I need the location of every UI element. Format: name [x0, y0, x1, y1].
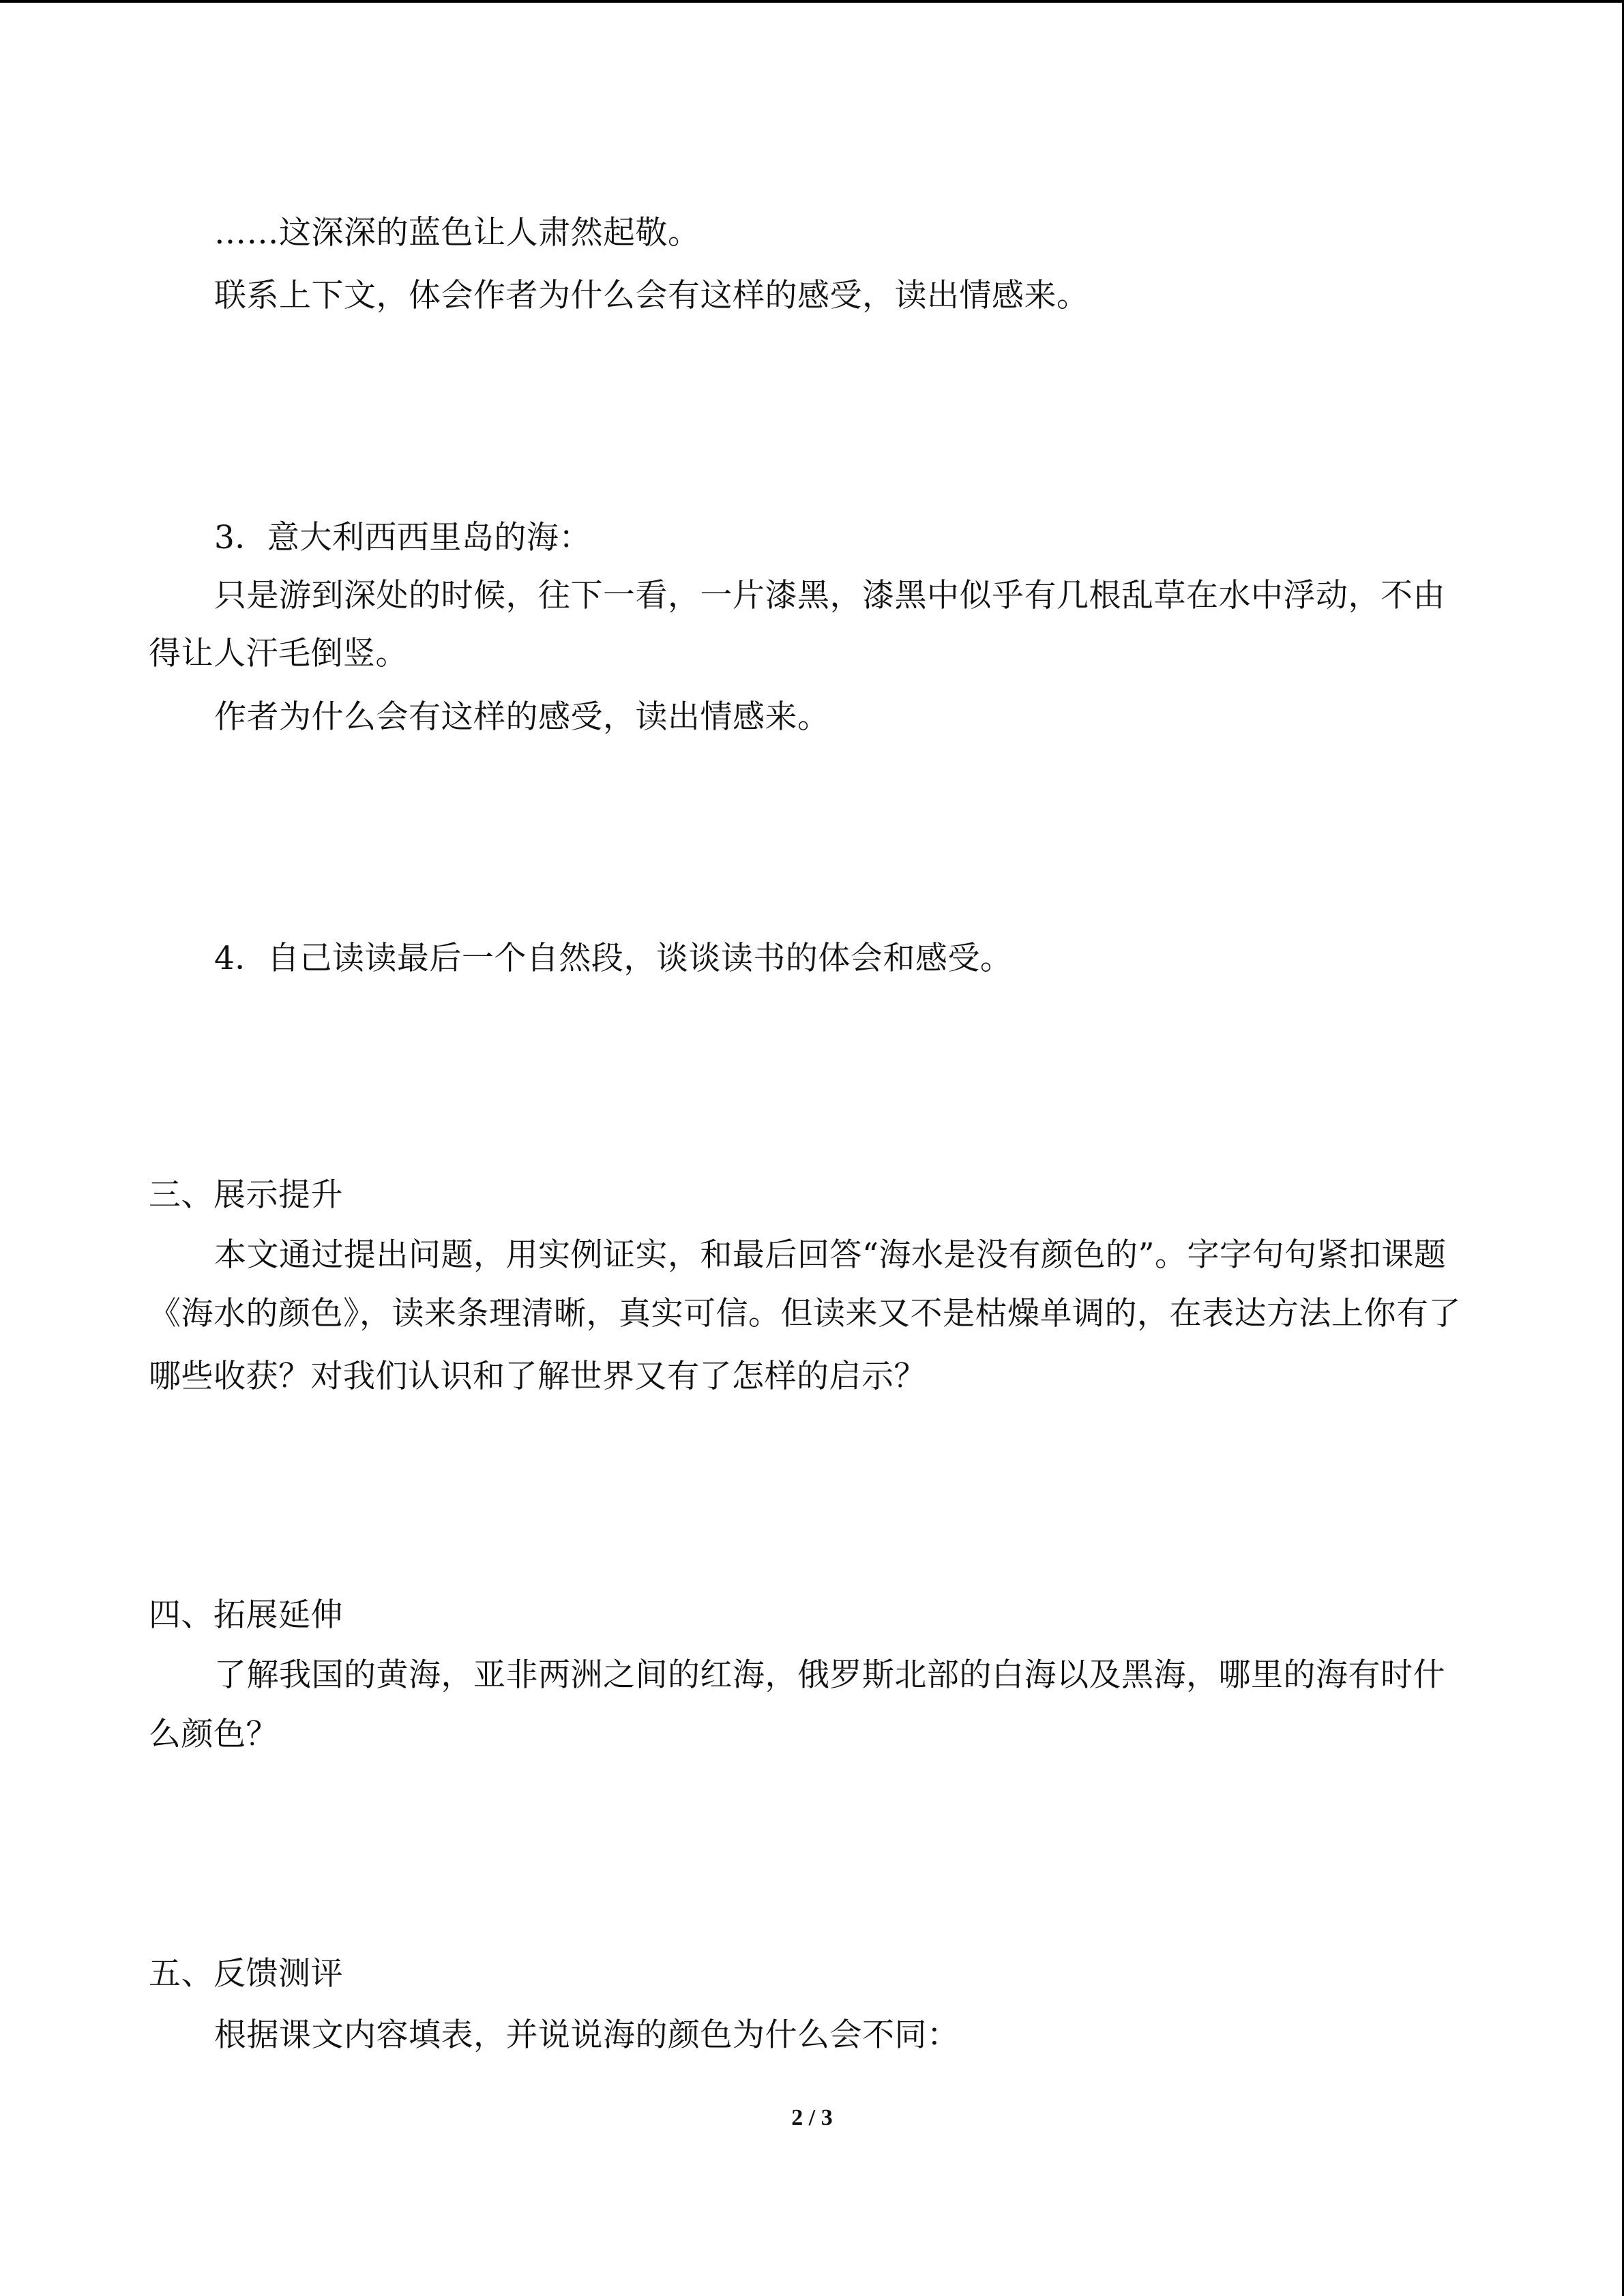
section-4-heading: 四、拓展延伸 [149, 1596, 343, 1634]
item-3-heading: 3．意大利西西里岛的海： [214, 519, 591, 556]
section-3-para-line2: 《海水的颜色》，读来条理清晰，真实可信。但读来又不是枯燥单调的，在表达方法上你有了 [149, 1295, 1461, 1332]
quote-deep-blue: ……这深深的蓝色让人肃然起敬。 [214, 214, 700, 252]
section-3-para-line3: 哪些收获？对我们认识和了解世界又有了怎样的启示？ [149, 1358, 926, 1395]
section-5-instruction: 根据课文内容填表，并说说海的颜色为什么会不同： [214, 2016, 960, 2054]
item-4-heading: 4．自己读读最后一个自然段，谈谈读书的体会和感受。 [214, 940, 1013, 977]
section-5-heading: 五、反馈测评 [149, 1955, 343, 1993]
page-number: 2 / 3 [791, 2105, 833, 2130]
task-context-reading: 联系上下文，体会作者为什么会有这样的感受，读出情感来。 [214, 277, 1089, 314]
section-3-heading: 三、展示提升 [149, 1176, 343, 1214]
page-top-border [0, 0, 1624, 3]
section-4-para-line2: 么颜色？ [149, 1716, 278, 1753]
quote-sicily-line2: 得让人汗毛倒竖。 [149, 635, 408, 672]
section-4-para-line1: 了解我国的黄海，亚非两洲之间的红海，俄罗斯北部的白海以及黑海，哪里的海有时什 [214, 1656, 1445, 1694]
task-feeling-reading: 作者为什么会有这样的感受，读出情感来。 [214, 698, 830, 736]
quote-sicily-line1: 只是游到深处的时候，往下一看，一片漆黑，漆黑中似乎有几根乱草在水中浮动，不由 [214, 577, 1445, 614]
section-3-para-line1: 本文通过提出问题，用实例证实，和最后回答“海水是没有颜色的”。字字句句紧扣课题 [214, 1236, 1447, 1274]
